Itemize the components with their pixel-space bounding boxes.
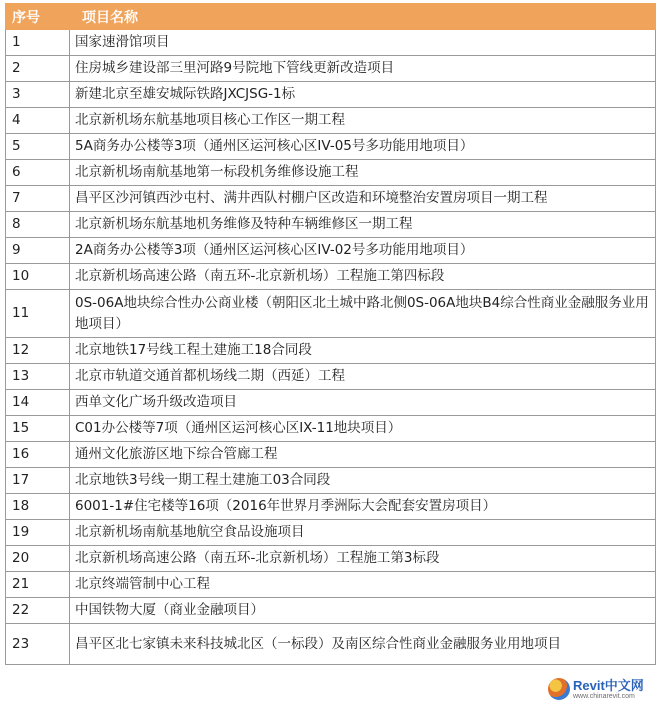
- table-row: [6, 108, 656, 134]
- row-project-name: 中国铁物大厦（商业金融项目）: [70, 598, 656, 624]
- table-row: [6, 598, 656, 624]
- header-index: 序号: [6, 4, 70, 30]
- row-index: 16: [6, 442, 70, 468]
- row-project-name: 5A商务办公楼等3项（通州区运河核心区IV-05号多功能用地项目）: [70, 134, 656, 160]
- row-index: 15: [6, 416, 70, 442]
- table-row: [6, 264, 656, 290]
- table-row: [6, 338, 656, 364]
- row-project-name: 6001-1#住宅楼等16项（2016年世界月季洲际大会配套安置房项目）: [70, 494, 656, 520]
- row-project-name: 北京地铁3号线一期工程土建施工03合同段: [70, 468, 656, 494]
- table-row: [6, 186, 656, 212]
- row-index: 17: [6, 468, 70, 494]
- project-table: [5, 3, 656, 665]
- table-row: [6, 624, 656, 665]
- header-project-name: 项目名称: [70, 4, 656, 30]
- table-row: [6, 364, 656, 390]
- row-index: 7: [6, 186, 70, 212]
- table-row: [6, 494, 656, 520]
- row-project-name: 北京新机场南航基地航空食品设施项目: [70, 520, 656, 546]
- row-project-name: 西单文化广场升级改造项目: [70, 390, 656, 416]
- row-project-name: 北京新机场高速公路（南五环-北京新机场）工程施工第四标段: [70, 264, 656, 290]
- row-project-name: 北京新机场东航基地机务维修及特种车辆维修区一期工程: [70, 212, 656, 238]
- table-row: [6, 520, 656, 546]
- row-project-name: 昌平区沙河镇西沙屯村、满井西队村棚户区改造和环境整治安置房项目一期工程: [70, 186, 656, 212]
- row-index: 22: [6, 598, 70, 624]
- watermark-brand: Revit中文网: [573, 677, 644, 693]
- table-body: [6, 30, 656, 665]
- row-index: 6: [6, 160, 70, 186]
- row-index: 20: [6, 546, 70, 572]
- row-project-name: 北京市轨道交通首都机场线二期（西延）工程: [70, 364, 656, 390]
- row-project-name: 北京终端管制中心工程: [70, 572, 656, 598]
- row-index: 11: [6, 290, 70, 338]
- table-row: [6, 442, 656, 468]
- row-project-name: 通州文化旅游区地下综合管廊工程: [70, 442, 656, 468]
- row-index: 9: [6, 238, 70, 264]
- row-index: 12: [6, 338, 70, 364]
- row-index: 1: [6, 30, 70, 56]
- row-index: 10: [6, 264, 70, 290]
- row-project-name: 新建北京至雄安城际铁路JXCJSG-1标: [70, 82, 656, 108]
- table-row: [6, 82, 656, 108]
- table-row: [6, 160, 656, 186]
- header-row: [6, 4, 656, 30]
- row-project-name: C01办公楼等7项（通州区运河核心区IX-11地块项目）: [70, 416, 656, 442]
- row-index: 2: [6, 56, 70, 82]
- row-project-name: 北京新机场东航基地项目核心工作区一期工程: [70, 108, 656, 134]
- table-row: [6, 468, 656, 494]
- table-row: [6, 238, 656, 264]
- table-row: [6, 546, 656, 572]
- project-table-container: [5, 3, 655, 665]
- table-row: [6, 30, 656, 56]
- row-project-name: 国家速滑馆项目: [70, 30, 656, 56]
- row-index: 13: [6, 364, 70, 390]
- table-row: [6, 572, 656, 598]
- row-index: 18: [6, 494, 70, 520]
- row-index: 21: [6, 572, 70, 598]
- row-project-name: 住房城乡建设部三里河路9号院地下管线更新改造项目: [70, 56, 656, 82]
- table-row: [6, 416, 656, 442]
- watermark-text: [573, 679, 644, 700]
- row-project-name: 北京新机场南航基地第一标段机务维修设施工程: [70, 160, 656, 186]
- row-index: 23: [6, 624, 70, 665]
- row-index: 3: [6, 82, 70, 108]
- row-index: 8: [6, 212, 70, 238]
- watermark: [548, 676, 656, 702]
- watermark-url: www.chinarevit.com: [573, 692, 635, 700]
- row-index: 4: [6, 108, 70, 134]
- table-row: [6, 290, 656, 338]
- revit-logo-icon: [548, 678, 570, 700]
- row-project-name: 北京新机场高速公路（南五环-北京新机场）工程施工第3标段: [70, 546, 656, 572]
- row-index: 14: [6, 390, 70, 416]
- table-row: [6, 56, 656, 82]
- row-index: 5: [6, 134, 70, 160]
- row-project-name: 2A商务办公楼等3项（通州区运河核心区IV-02号多功能用地项目）: [70, 238, 656, 264]
- table-row: [6, 212, 656, 238]
- row-project-name: 0S-06A地块综合性办公商业楼（朝阳区北土城中路北侧0S-06A地块B4综合性商业金融服务业用地项目）: [70, 290, 656, 338]
- row-project-name: 昌平区北七家镇未来科技城北区（一标段）及南区综合性商业金融服务业用地项目: [70, 624, 656, 665]
- row-project-name: 北京地铁17号线工程土建施工18合同段: [70, 338, 656, 364]
- row-index: 19: [6, 520, 70, 546]
- table-row: [6, 134, 656, 160]
- table-row: [6, 390, 656, 416]
- table-header: [6, 4, 656, 30]
